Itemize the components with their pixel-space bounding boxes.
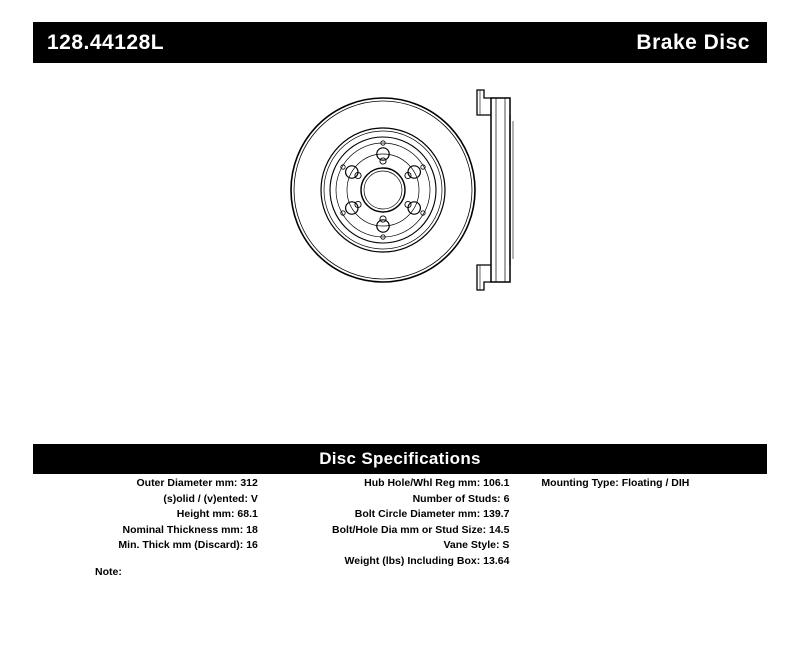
spec-column-mounting [517,476,767,569]
spec-height: Height mm: 68.1 [176,508,258,520]
spec-nominal-thickness: Nominal Thickness mm: 18 [122,523,258,536]
note-label: Note: [95,566,122,578]
disc-specifications-body [33,476,767,569]
spec-min-thickness: Min. Thick mm (Discard): 16 [118,539,258,551]
spec-bolt-hole-dia: Bolt/Hole Dia mm or Stud Size: 14.5 [332,523,510,536]
spec-outer-diameter: Outer Diameter mm: 312 [136,477,258,489]
spec-number-of-studs: Number of Studs: 6 [412,492,510,505]
spec-solid-vented: (s)olid / (v)ented: V [163,492,258,505]
brake-disc-technical-drawing [278,85,578,305]
spec-mounting-type: Mounting Type: Floating / DIH [541,477,690,489]
spec-weight: Weight (lbs) Including Box: 13.64 [344,554,510,567]
spec-hub-hole: Hub Hole/Whl Reg mm: 106.1 [364,477,510,489]
disc-specifications-header: Disc Specifications [33,444,767,474]
note-row [33,566,767,578]
part-number-label: 128.44128L [47,30,165,54]
header-bar [33,22,767,63]
spec-column-hub [268,476,518,569]
brake-disc-edge-view [477,90,513,290]
brake-disc-face-view [291,98,475,282]
spec-vane-style: Vane Style: S [443,539,510,551]
product-drawing-area [33,75,767,425]
spec-bolt-circle-diameter: Bolt Circle Diameter mm: 139.7 [354,508,510,520]
page-title: Brake Disc [636,30,750,54]
spec-column-dimensions [33,476,268,569]
